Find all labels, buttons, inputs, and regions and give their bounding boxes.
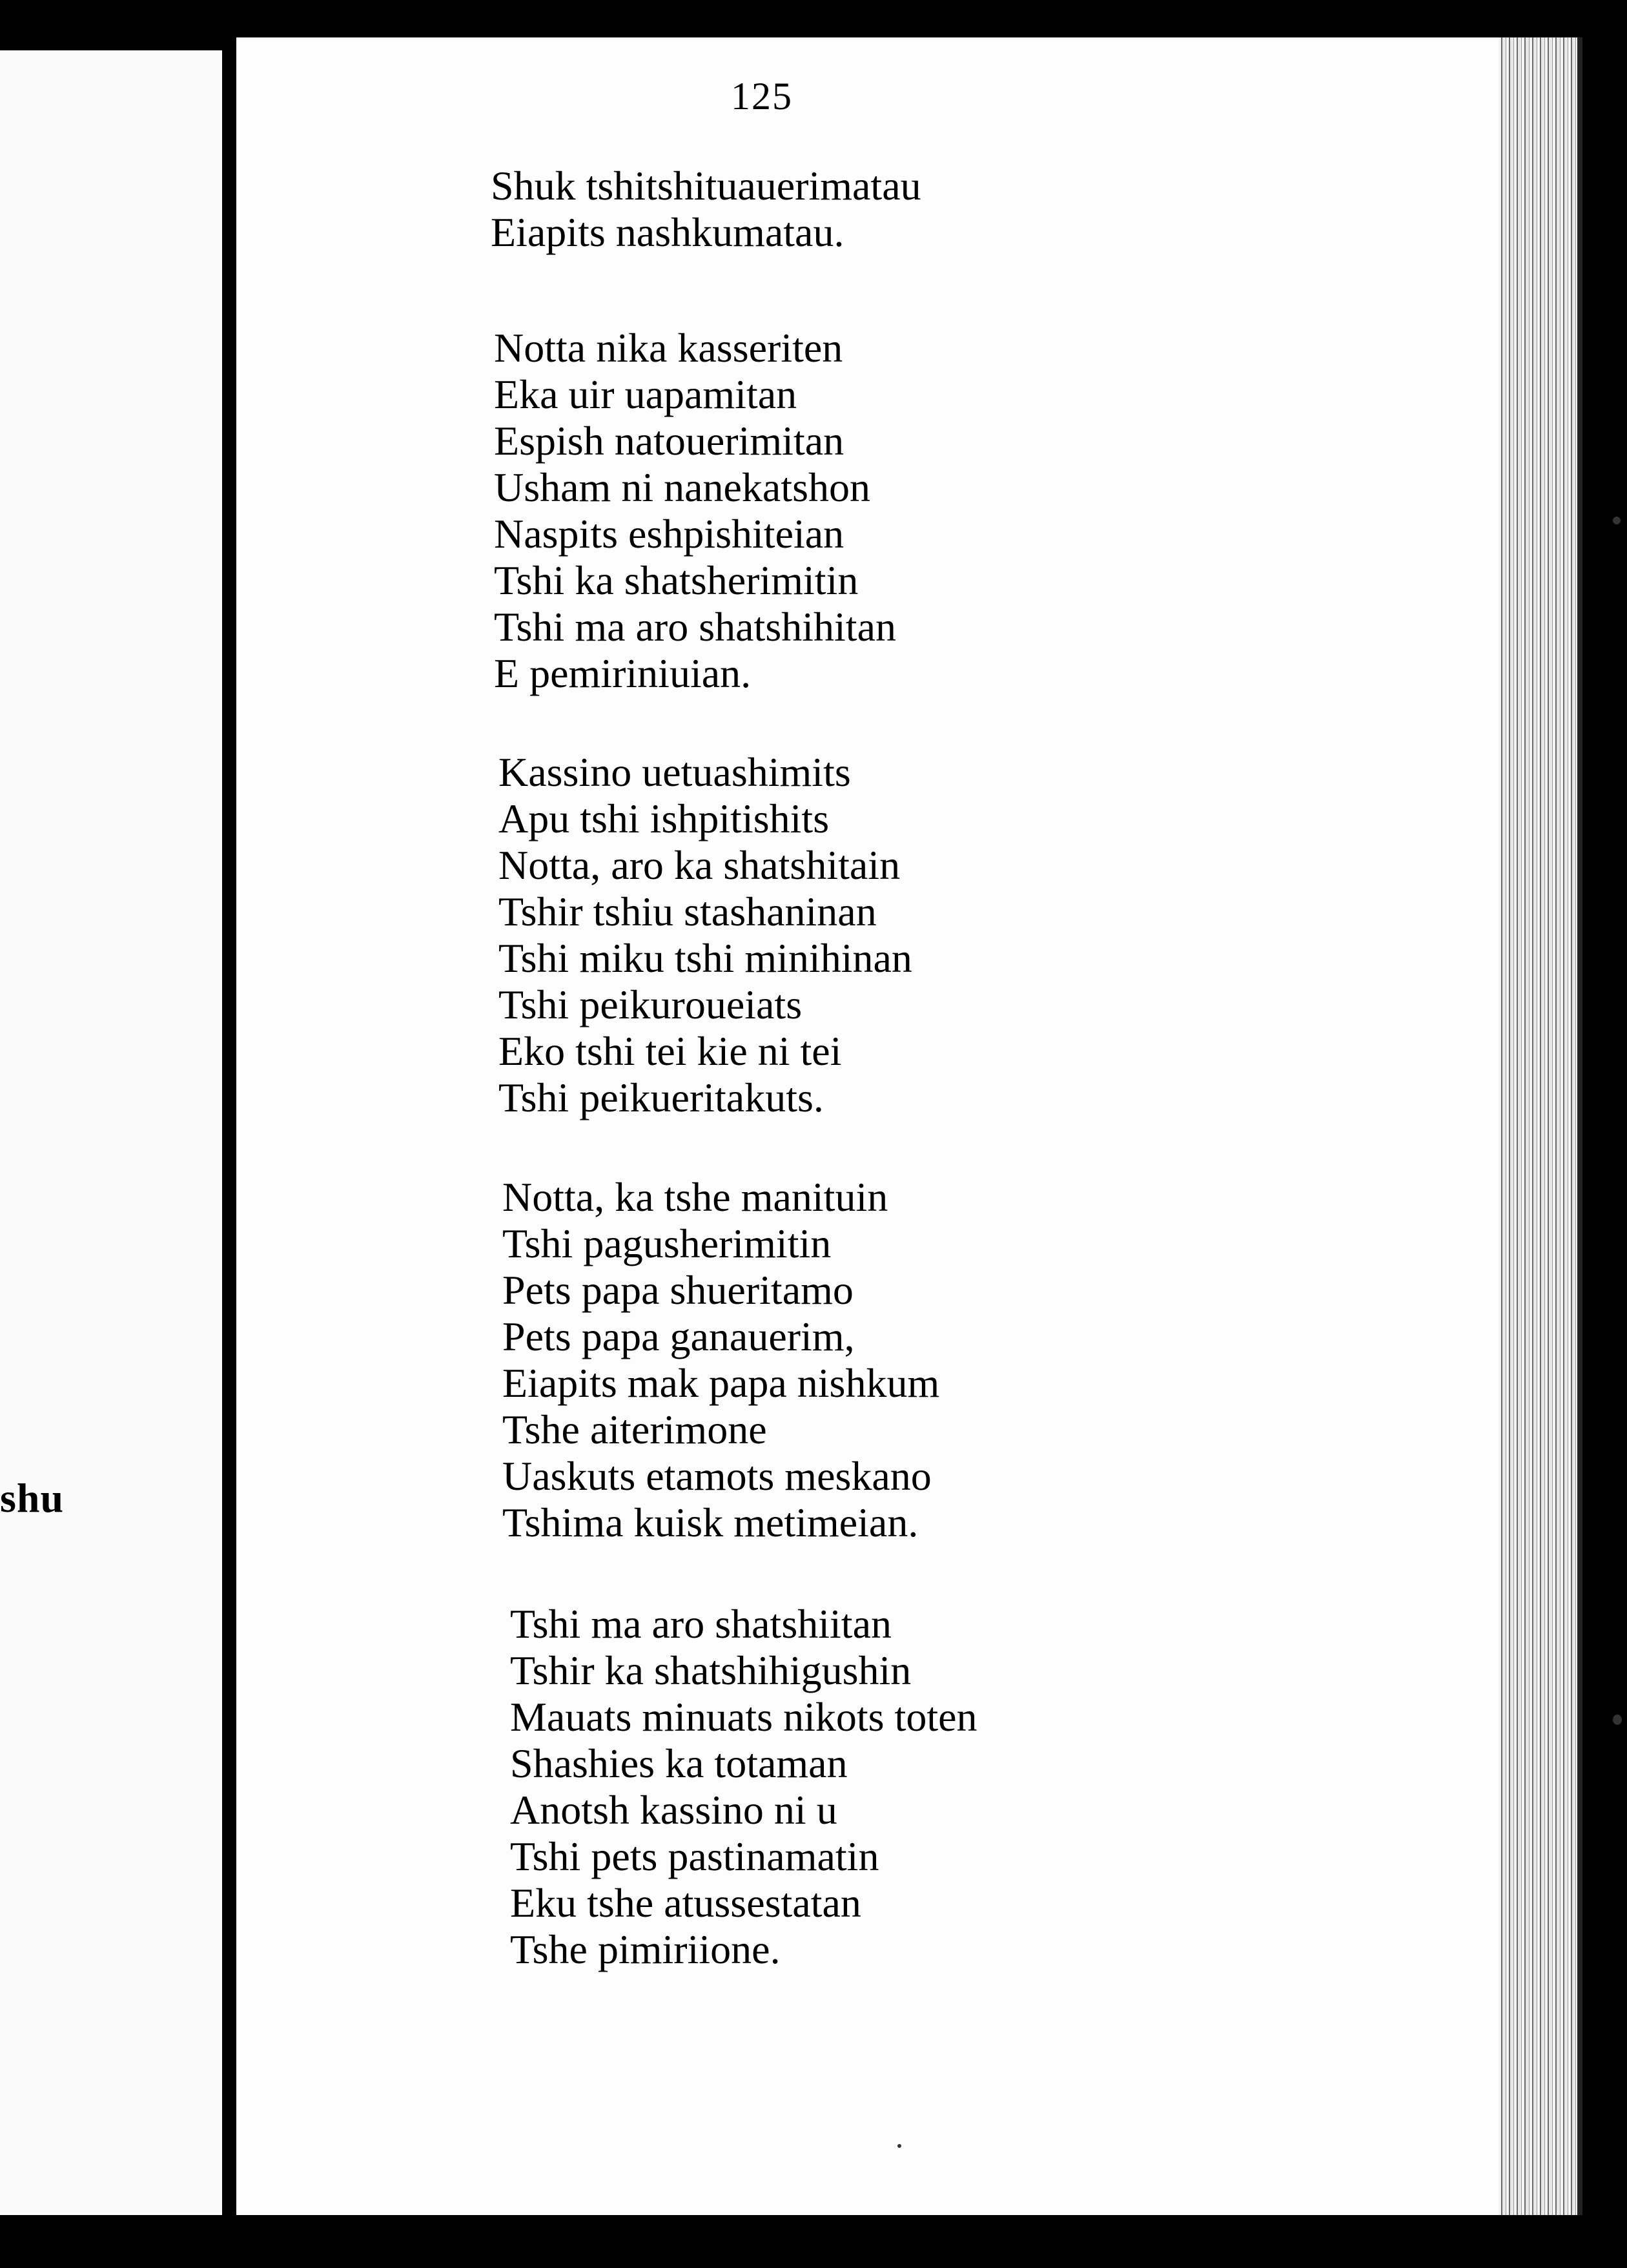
verse-line: Tshi pets pastinamatin [510,1833,879,1879]
verse-line: Tshe aiterimone [502,1407,767,1452]
verse-line: Eiapits nashkumatau. [491,209,844,255]
left-page [0,50,222,2215]
verse-line: Naspits eshpishiteian [494,511,844,557]
verse-line: Notta, aro ka shatshitain [498,842,901,888]
verse-line: Notta, ka tshe manituin [502,1174,888,1220]
stanza-5 [510,1601,977,1973]
verse-line: Tshi peikueritakuts. [498,1075,824,1120]
stanza-3 [498,749,912,1121]
page-number: 125 [731,75,793,118]
stanza-1 [491,163,921,256]
verse-line: Tshir tshiu stashaninan [498,889,877,934]
left-page-text-fragment: shu [0,1475,65,1521]
verse-line: Eko tshi tei kie ni tei [498,1028,842,1074]
verse-line: Eku tshe atussestatan [510,1880,861,1926]
verse-line: Tshi peikuroueiats [498,982,803,1027]
verse-line: Shashies ka totaman [510,1740,848,1786]
verse-line: Espish natouerimitan [494,418,844,464]
verse-line: Eka uir uapamitan [494,371,797,417]
verse-line: Tshi ma aro shatshihitan [494,604,896,650]
verse-line: Tshi pagusherimitin [502,1221,832,1266]
verse-line: Tshi ma aro shatshiitan [510,1601,892,1647]
verse-line: Usham ni nanekatshon [494,464,870,510]
verse-line: Apu tshi ishpitishits [498,796,830,841]
verse-line: Tshi miku tshi minihinan [498,935,912,981]
verse-line: Pets papa shueritamo [502,1267,854,1313]
verse-line: Eiapits mak papa nishkum [502,1360,940,1406]
scan-speck [897,2144,901,2148]
verse-line: Tshima kuisk metimeian. [502,1500,919,1545]
verse-line: Tshir ka shatshihigushin [510,1647,912,1693]
verse-line: Mauats minuats nikots toten [510,1694,977,1740]
stanza-2 [494,325,896,697]
stanza-4 [502,1174,939,1546]
scan-speck [1613,1715,1622,1725]
verse-line: Tshe pimiriione. [510,1926,781,1972]
page-edges-shadow [1577,37,1582,2215]
verse-line: E pemiriniuian. [494,650,752,696]
scan-speck [1613,517,1621,524]
verse-line: Shuk tshitshituauerimatau [491,163,921,209]
book-spine-gutter [222,50,236,2215]
verse-line: Tshi ka shatsherimitin [494,557,859,603]
verse-line: Notta nika kasseriten [494,325,843,371]
verse-line: Kassino uetuashimits [498,749,851,795]
verse-line: Pets papa ganauerim, [502,1314,855,1359]
verse-line: Anotsh kassino ni u [510,1787,837,1833]
verse-line: Uaskuts etamots meskano [502,1453,932,1499]
page-edges [1499,37,1577,2215]
